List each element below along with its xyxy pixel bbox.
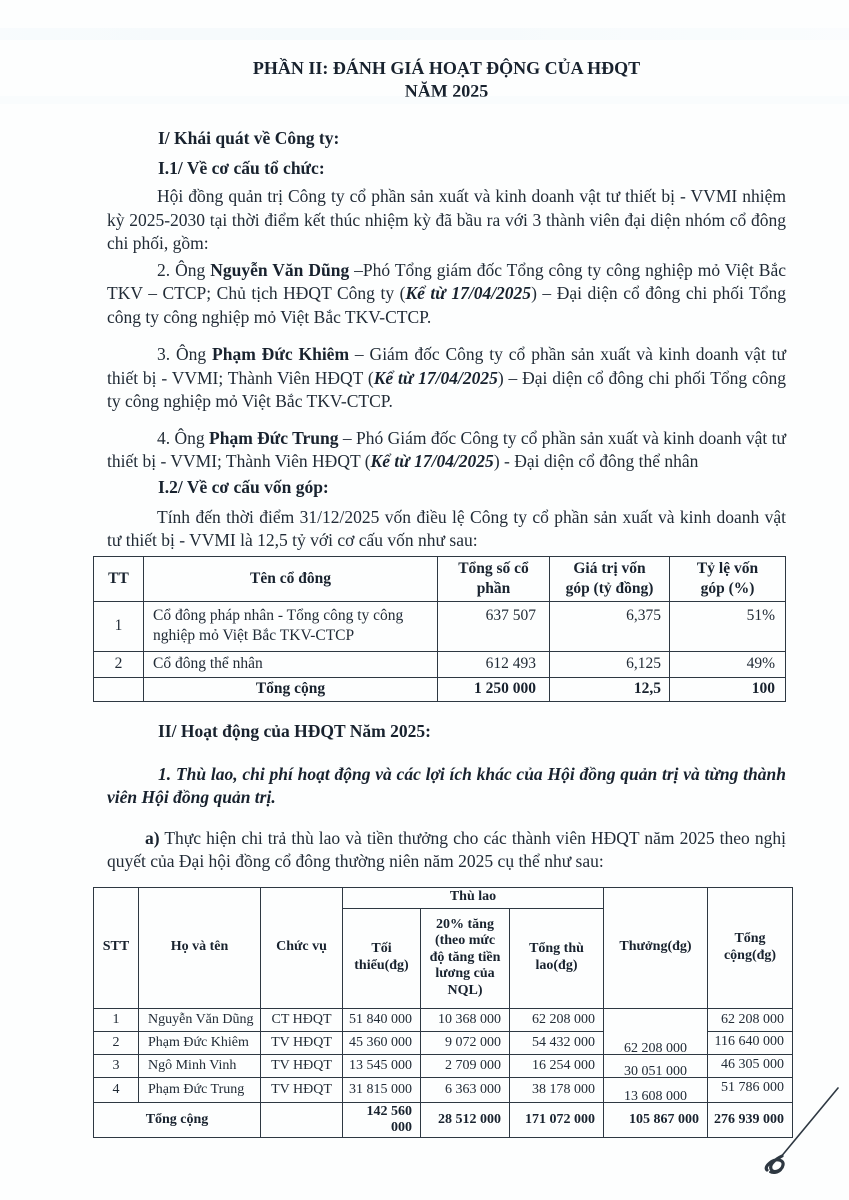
- cell-total-shares: 612 493: [438, 651, 550, 677]
- cell-total-remuneration: 54 432 000: [510, 1031, 604, 1054]
- cell-minimum: 51 840 000: [343, 1008, 421, 1031]
- remuneration-total-row: [94, 1102, 793, 1137]
- cell-capital-value: 6,125: [550, 651, 670, 677]
- member-3-date: Kể từ 17/04/2025: [373, 367, 498, 388]
- cell-empty: [94, 677, 144, 701]
- paragraph-member-3: [107, 343, 786, 414]
- member-2-name: Nguyễn Văn Dũng: [210, 259, 350, 280]
- header-shareholder-name: Tên cổ đông: [144, 556, 438, 601]
- cell-total-pct: 100: [670, 677, 786, 701]
- remuneration-header-group-row: [94, 887, 793, 908]
- capital-structure-table: [93, 556, 786, 702]
- cell-grand-total: 46 305 000: [708, 1054, 793, 1077]
- cell-minimum: 13 545 000: [343, 1054, 421, 1077]
- remuneration-row: [94, 1077, 793, 1102]
- intro-text: Hội đồng quản trị Công ty cổ phần sản xuất và kinh doanh vật tư thiết bị - VVMI nhiệm kỳ 2025-2030 tại thời điểm kết thúc nhiệm kỳ đã bầu ra với 3 thành viên đại diện nhóm cổ đông chi phối, gồm:: [107, 186, 786, 253]
- cell-bonus-merged: [604, 1008, 708, 1054]
- cell-position: TV HĐQT: [261, 1031, 343, 1054]
- cell-tt: 2: [94, 651, 144, 677]
- member-2-representation: ) – Đại diện cổ đông chi phối Tổng công ty công nghiệp mỏ Việt Bắc TKV-CTCP.: [107, 283, 787, 327]
- cell-total-remuneration: 171 072 000: [510, 1102, 604, 1137]
- paragraph-intro: [107, 185, 786, 256]
- paragraph-member-4: [107, 427, 786, 474]
- cell-bonus: [604, 1077, 708, 1102]
- cell-total-remuneration: 38 178 000: [510, 1077, 604, 1102]
- cell-capital-pct: 51%: [670, 601, 786, 651]
- cell-total-remuneration: 16 254 000: [510, 1054, 604, 1077]
- cell-total-bonus: 105 867 000: [604, 1102, 708, 1137]
- cell-total-label: Tổng cộng: [144, 677, 438, 701]
- cell-position: TV HĐQT: [261, 1054, 343, 1077]
- header-bonus: Thưởng(đg): [604, 887, 708, 1008]
- item-a-prefix: a): [145, 827, 160, 848]
- title-line-1: PHẦN II: ĐÁNH GIÁ HOẠT ĐỘNG CỦA HĐQT: [252, 58, 641, 78]
- cell-total-shares: 637 507: [438, 601, 550, 651]
- remuneration-table: [93, 887, 793, 1138]
- cell-increase: 9 072 000: [421, 1031, 510, 1054]
- member-2-role: –Phó Tổng giám đốc Tổng công ty công nghiệp mỏ Việt Bắc TKV – CTCP; Chủ tịch HĐQT Công ty (: [107, 259, 786, 303]
- cell-total-value: 12,5: [550, 677, 670, 701]
- heading-section-2: II/ Hoạt động của HĐQT Năm 2025:: [158, 720, 431, 741]
- document-title: [107, 57, 786, 103]
- header-increase: 20% tăng (theo mức độ tăng tiền lương của NQL): [421, 908, 510, 1008]
- capital-table-total-row: [94, 677, 786, 701]
- cell-shareholder-name: Cổ đông pháp nhân - Tổng công ty công nghiệp mỏ Việt Bắc TKV-CTCP: [144, 601, 438, 651]
- header-minimum: Tối thiểu(đg): [343, 908, 421, 1008]
- capital-table-header-row: [94, 556, 786, 601]
- cell-minimum: 31 815 000: [343, 1077, 421, 1102]
- cell-grand-total: 116 640 000: [708, 1031, 793, 1054]
- cell-stt: 2: [94, 1031, 139, 1054]
- heading-section-1: I/ Khái quát về Công ty:: [158, 128, 340, 148]
- section-2-1-text: 1. Thù lao, chi phí hoạt động và các lợi ích khác của Hội đồng quản trị và từng thành viên Hội đồng quản trị.: [107, 763, 786, 807]
- heading-section-2-1: [107, 763, 786, 810]
- member-3-role: – Giám đốc Công ty cổ phần sản xuất và kinh doanh vật tư thiết bị - VVMI; Thành Viên HĐQT (: [107, 344, 786, 388]
- heading-section-1-1: I.1/ Về cơ cấu tổ chức:: [158, 158, 325, 178]
- header-position: Chức vụ: [261, 887, 343, 1008]
- bonus-value: 62 208 000: [624, 1040, 687, 1056]
- member-4-representation: ) - Đại diện cổ đông thể nhân: [493, 451, 699, 471]
- paragraph-capital-intro: [107, 506, 786, 553]
- cell-full-name: Nguyễn Văn Dũng: [139, 1008, 261, 1031]
- cell-capital-value: 6,375: [550, 601, 670, 651]
- handwritten-signature-mark: [742, 1082, 846, 1192]
- header-capital-pct: Tỷ lệ vốn góp (%): [670, 556, 786, 601]
- cell-shareholder-name: Cổ đông thể nhân: [144, 651, 438, 677]
- header-tt: TT: [94, 556, 144, 601]
- cell-total-minimum: 142 560 000: [343, 1102, 421, 1137]
- cell-grand-total: 62 208 000: [708, 1008, 793, 1031]
- paragraph-member-2: [107, 259, 786, 330]
- cell-full-name: Ngô Minh Vinh: [139, 1054, 261, 1077]
- cell-total-increase: 28 512 000: [421, 1102, 510, 1137]
- bonus-value: 30 051 000: [624, 1063, 687, 1079]
- cell-position: CT HĐQT: [261, 1008, 343, 1031]
- cell-increase: 6 363 000: [421, 1077, 510, 1102]
- cell-position: TV HĐQT: [261, 1077, 343, 1102]
- header-total-remuneration: Tổng thù lao(đg): [510, 908, 604, 1008]
- remuneration-row: [94, 1054, 793, 1077]
- header-total-shares: Tổng số cổ phần: [438, 556, 550, 601]
- capital-intro-text: Tính đến thời điểm 31/12/2025 vốn điều lệ Công ty cổ phần sản xuất và kinh doanh vật tư thiết bị - VVMI là 12,5 tỷ với cơ cấu vốn như sau:: [107, 506, 786, 550]
- member-3-number: 3. Ông: [157, 344, 213, 364]
- member-4-name: Phạm Đức Trung: [209, 427, 339, 448]
- cell-stt: 3: [94, 1054, 139, 1077]
- member-4-number: 4. Ông: [157, 427, 210, 448]
- cell-stt: 1: [94, 1008, 139, 1031]
- item-a-text: Thực hiện chi trả thù lao và tiền thưởng cho các thành viên HĐQT năm 2025 theo nghị quyết của Đại hội đồng cổ đông thường niên năm 2025 cụ thể như sau:: [107, 827, 786, 871]
- cell-full-name: Phạm Đức Khiêm: [139, 1031, 261, 1054]
- cell-capital-pct: 49%: [670, 651, 786, 677]
- header-stt: STT: [94, 887, 139, 1008]
- cell-bonus: [604, 1054, 708, 1077]
- cell-total-label: Tổng cộng: [94, 1102, 261, 1137]
- cell-stt: 4: [94, 1077, 139, 1102]
- header-remuneration-group: Thù lao: [343, 887, 604, 908]
- cell-increase: 2 709 000: [421, 1054, 510, 1077]
- cell-total-remuneration: 62 208 000: [510, 1008, 604, 1031]
- paragraph-item-a: [107, 827, 786, 874]
- cell-minimum: 45 360 000: [343, 1031, 421, 1054]
- capital-table-row: [94, 651, 786, 677]
- heading-section-1-2: I.2/ Về cơ cấu vốn góp:: [158, 476, 329, 497]
- header-grand-total: Tổng cộng(đg): [708, 887, 793, 1008]
- cell-total-shares: 1 250 000: [438, 677, 550, 701]
- capital-table-row: [94, 601, 786, 651]
- member-3-name: Phạm Đức Khiêm: [212, 344, 350, 364]
- member-2-date: Kể từ 17/04/2025: [405, 283, 532, 303]
- cell-increase: 10 368 000: [421, 1008, 510, 1031]
- member-3-representation: ) – Đại diện cổ đông chi phối Tổng công ty công nghiệp mỏ Việt Bắc TKV-CTCP.: [107, 367, 786, 411]
- cell-full-name: Phạm Đức Trung: [139, 1077, 261, 1102]
- cell-empty: [261, 1102, 343, 1137]
- cell-total-grand: 276 939 000: [708, 1102, 793, 1137]
- cell-grand-total: 51 786 000: [708, 1077, 793, 1102]
- header-full-name: Họ và tên: [139, 887, 261, 1008]
- member-4-date: Kể từ 17/04/2025: [370, 451, 494, 471]
- member-2-number: 2. Ông: [157, 259, 211, 280]
- member-4-role: – Phó Giám đốc Công ty cổ phần sản xuất và kinh doanh vật tư thiết bị - VVMI; Thành Viên HĐQT (: [107, 427, 787, 471]
- cell-tt: 1: [94, 601, 144, 651]
- bonus-value: 13 608 000: [624, 1088, 687, 1104]
- header-capital-value: Giá trị vốn góp (tỷ đồng): [550, 556, 670, 601]
- remuneration-row: [94, 1008, 793, 1031]
- title-line-2: NĂM 2025: [404, 81, 489, 101]
